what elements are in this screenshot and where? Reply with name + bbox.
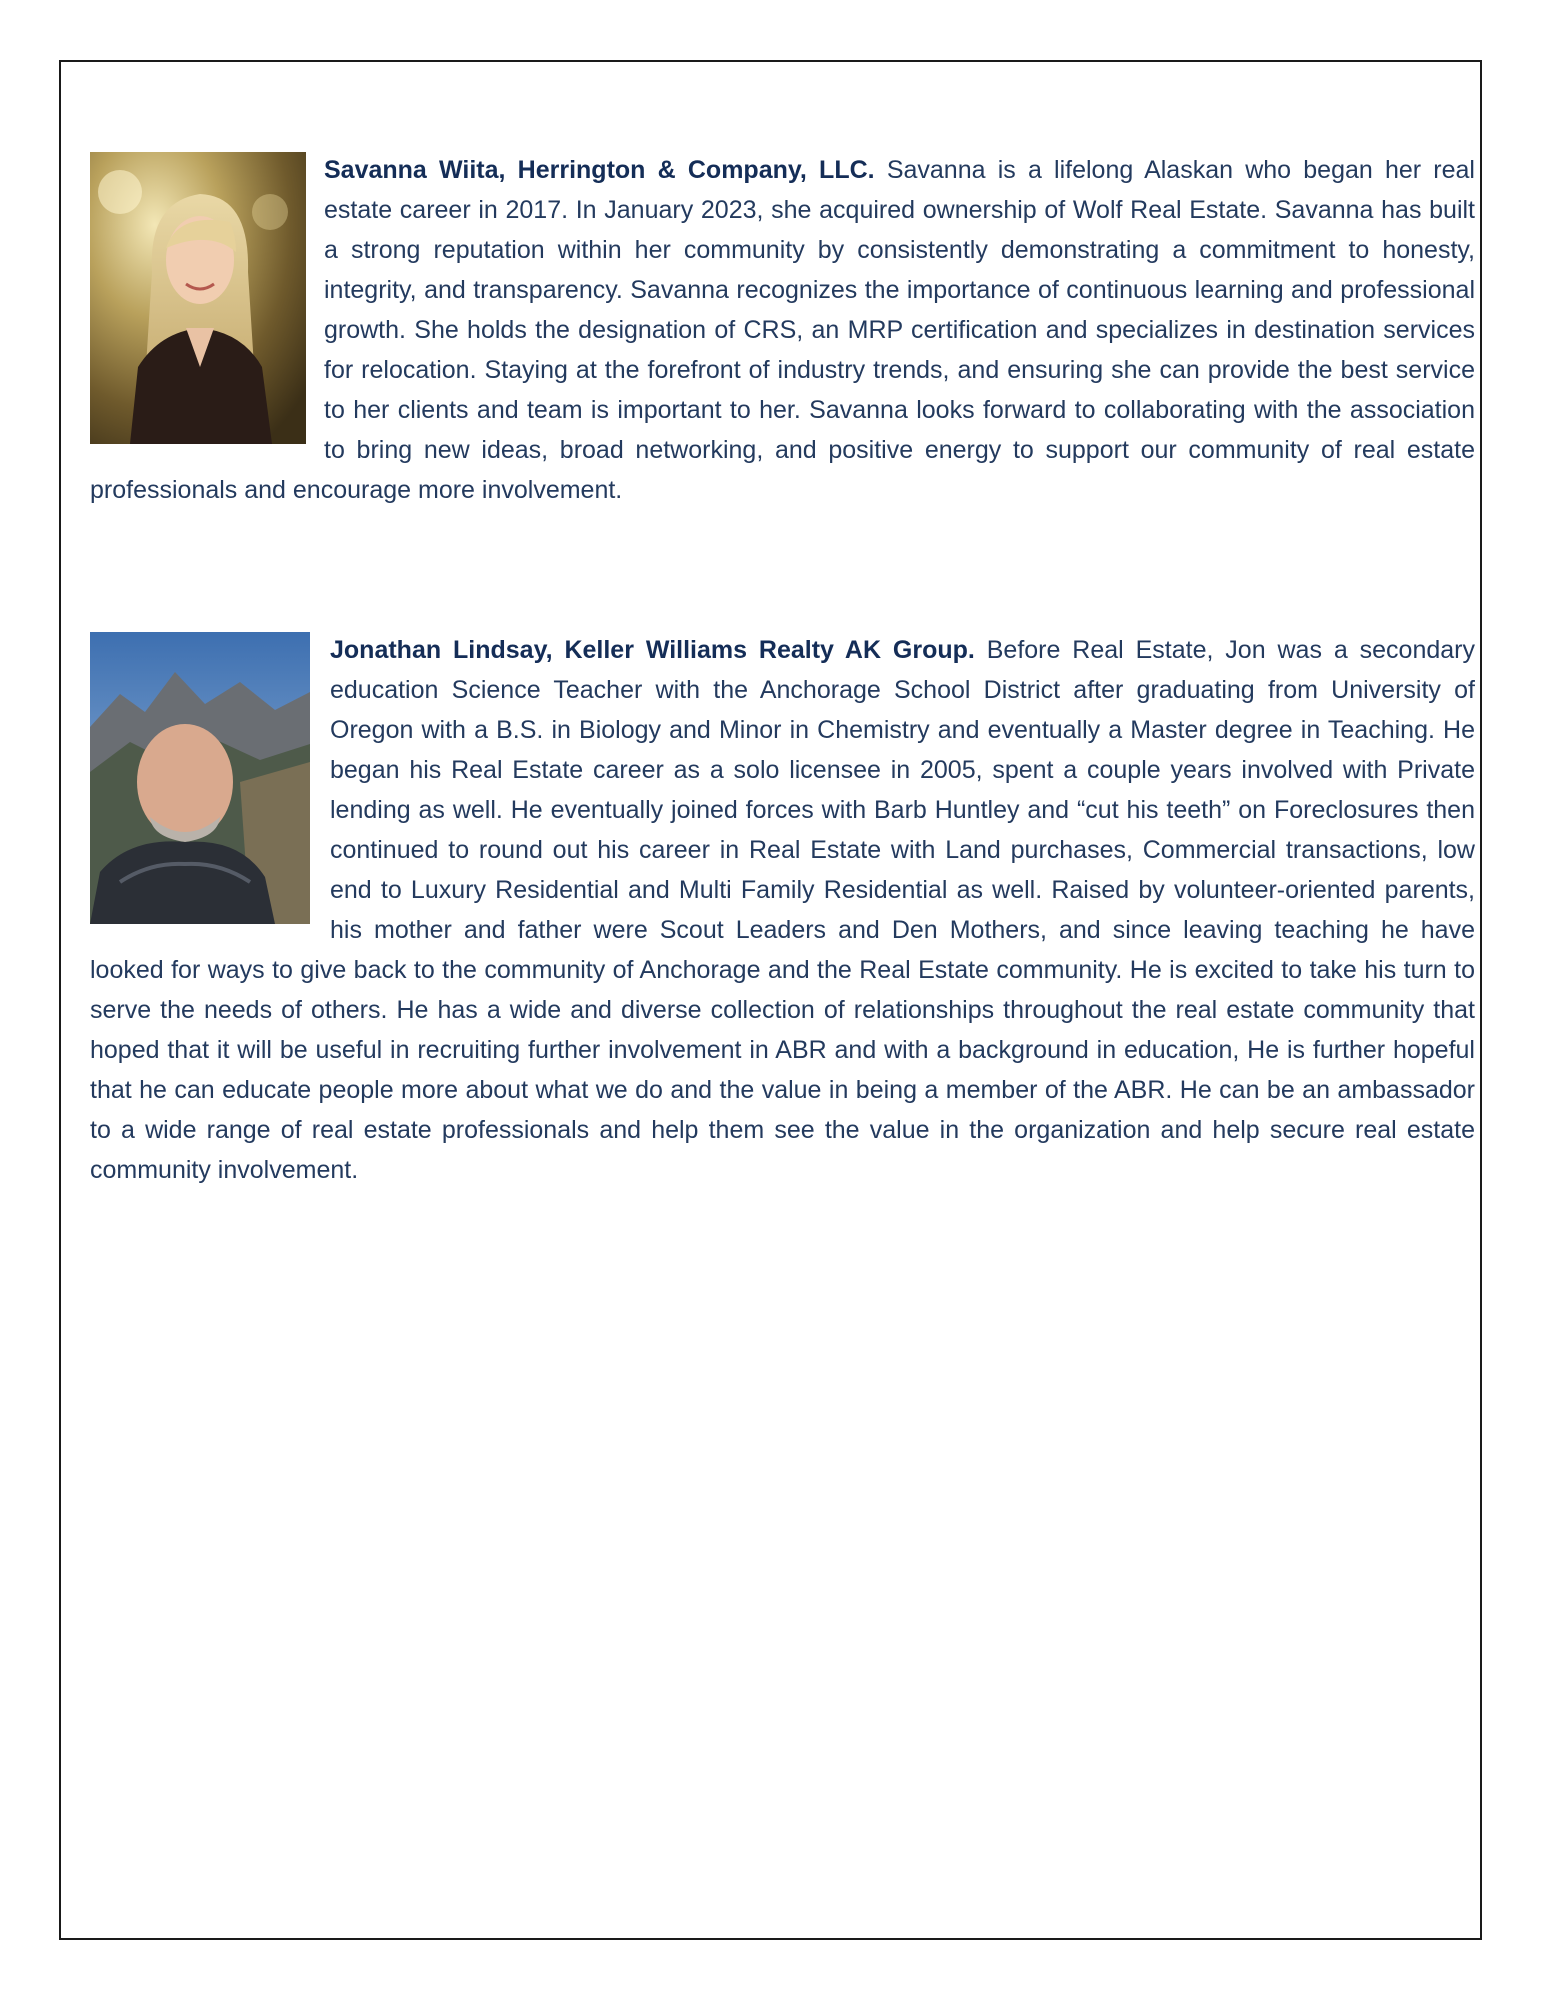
portrait-photo-jonathan-lindsay — [90, 632, 310, 924]
bio-text-jonathan-lindsay: Before Real Estate, Jon was a secondary education Science Teacher with the Anchorage School District after graduating from University of Oregon with a B.S. in Biology and Minor in Chemistry and eventually a Master degree in Teaching. He began his Real Estate career as a solo licensee in 2005, spent a couple years involved with Private lending as well. He eventually joined forces with Barb Huntley and “cut his teeth” on Foreclosures then continued to round out his career in Real Estate with Land purchases, Commercial transactions, low end to Luxury Residential and Multi Family Residential as well. Raised by volunteer-oriented parents, his mother and father were Scout Leaders and Den Mothers, and since leaving teaching he have looked for ways to give back to the community of Anchorage and the Real Estate community. He is excited to take his turn to serve the needs of others. He has a wide and diverse collection of relationships throughout the real estate community that hoped that it will be useful in recruiting further involvement in ABR and with a background in education, He is further hopeful that he can educate people more about what we do and the value in being a member of the ABR. He can be an ambassador to a wide range of real estate professionals and help them see the value in the organization and help secure real estate community involvement. — [90, 636, 1475, 1184]
bio-text-savanna-wiita: Savanna is a lifelong Alaskan who began her real estate career in 2017. In January 2023, she acquired ownership of Wolf Real Estate. Savanna has built a strong reputation within her community by consistently demonstrating a commitment to honesty, integrity, and transparency. Savanna recognizes the importance of continuous learning and professional growth. She holds the designation of CRS, an MRP certification and specializes in destination services for relocation. Staying at the forefront of industry trends, and ensuring she can provide the best service to her clients and team is important to her. Savanna looks forward to collaborating with the association to bring new ideas, broad networking, and positive energy to support our community of real estate professionals and encourage more involvement. — [90, 156, 1475, 504]
bio-name-jonathan-lindsay: Jonathan Lindsay, Keller Williams Realty AK Group. — [330, 636, 975, 664]
bio-savanna-wiita — [90, 150, 1475, 510]
bio-jonathan-lindsay — [90, 630, 1475, 1190]
portrait-photo-savanna-wiita — [90, 152, 306, 444]
bio-name-savanna-wiita: Savanna Wiita, Herrington & Company, LLC. — [324, 156, 875, 184]
